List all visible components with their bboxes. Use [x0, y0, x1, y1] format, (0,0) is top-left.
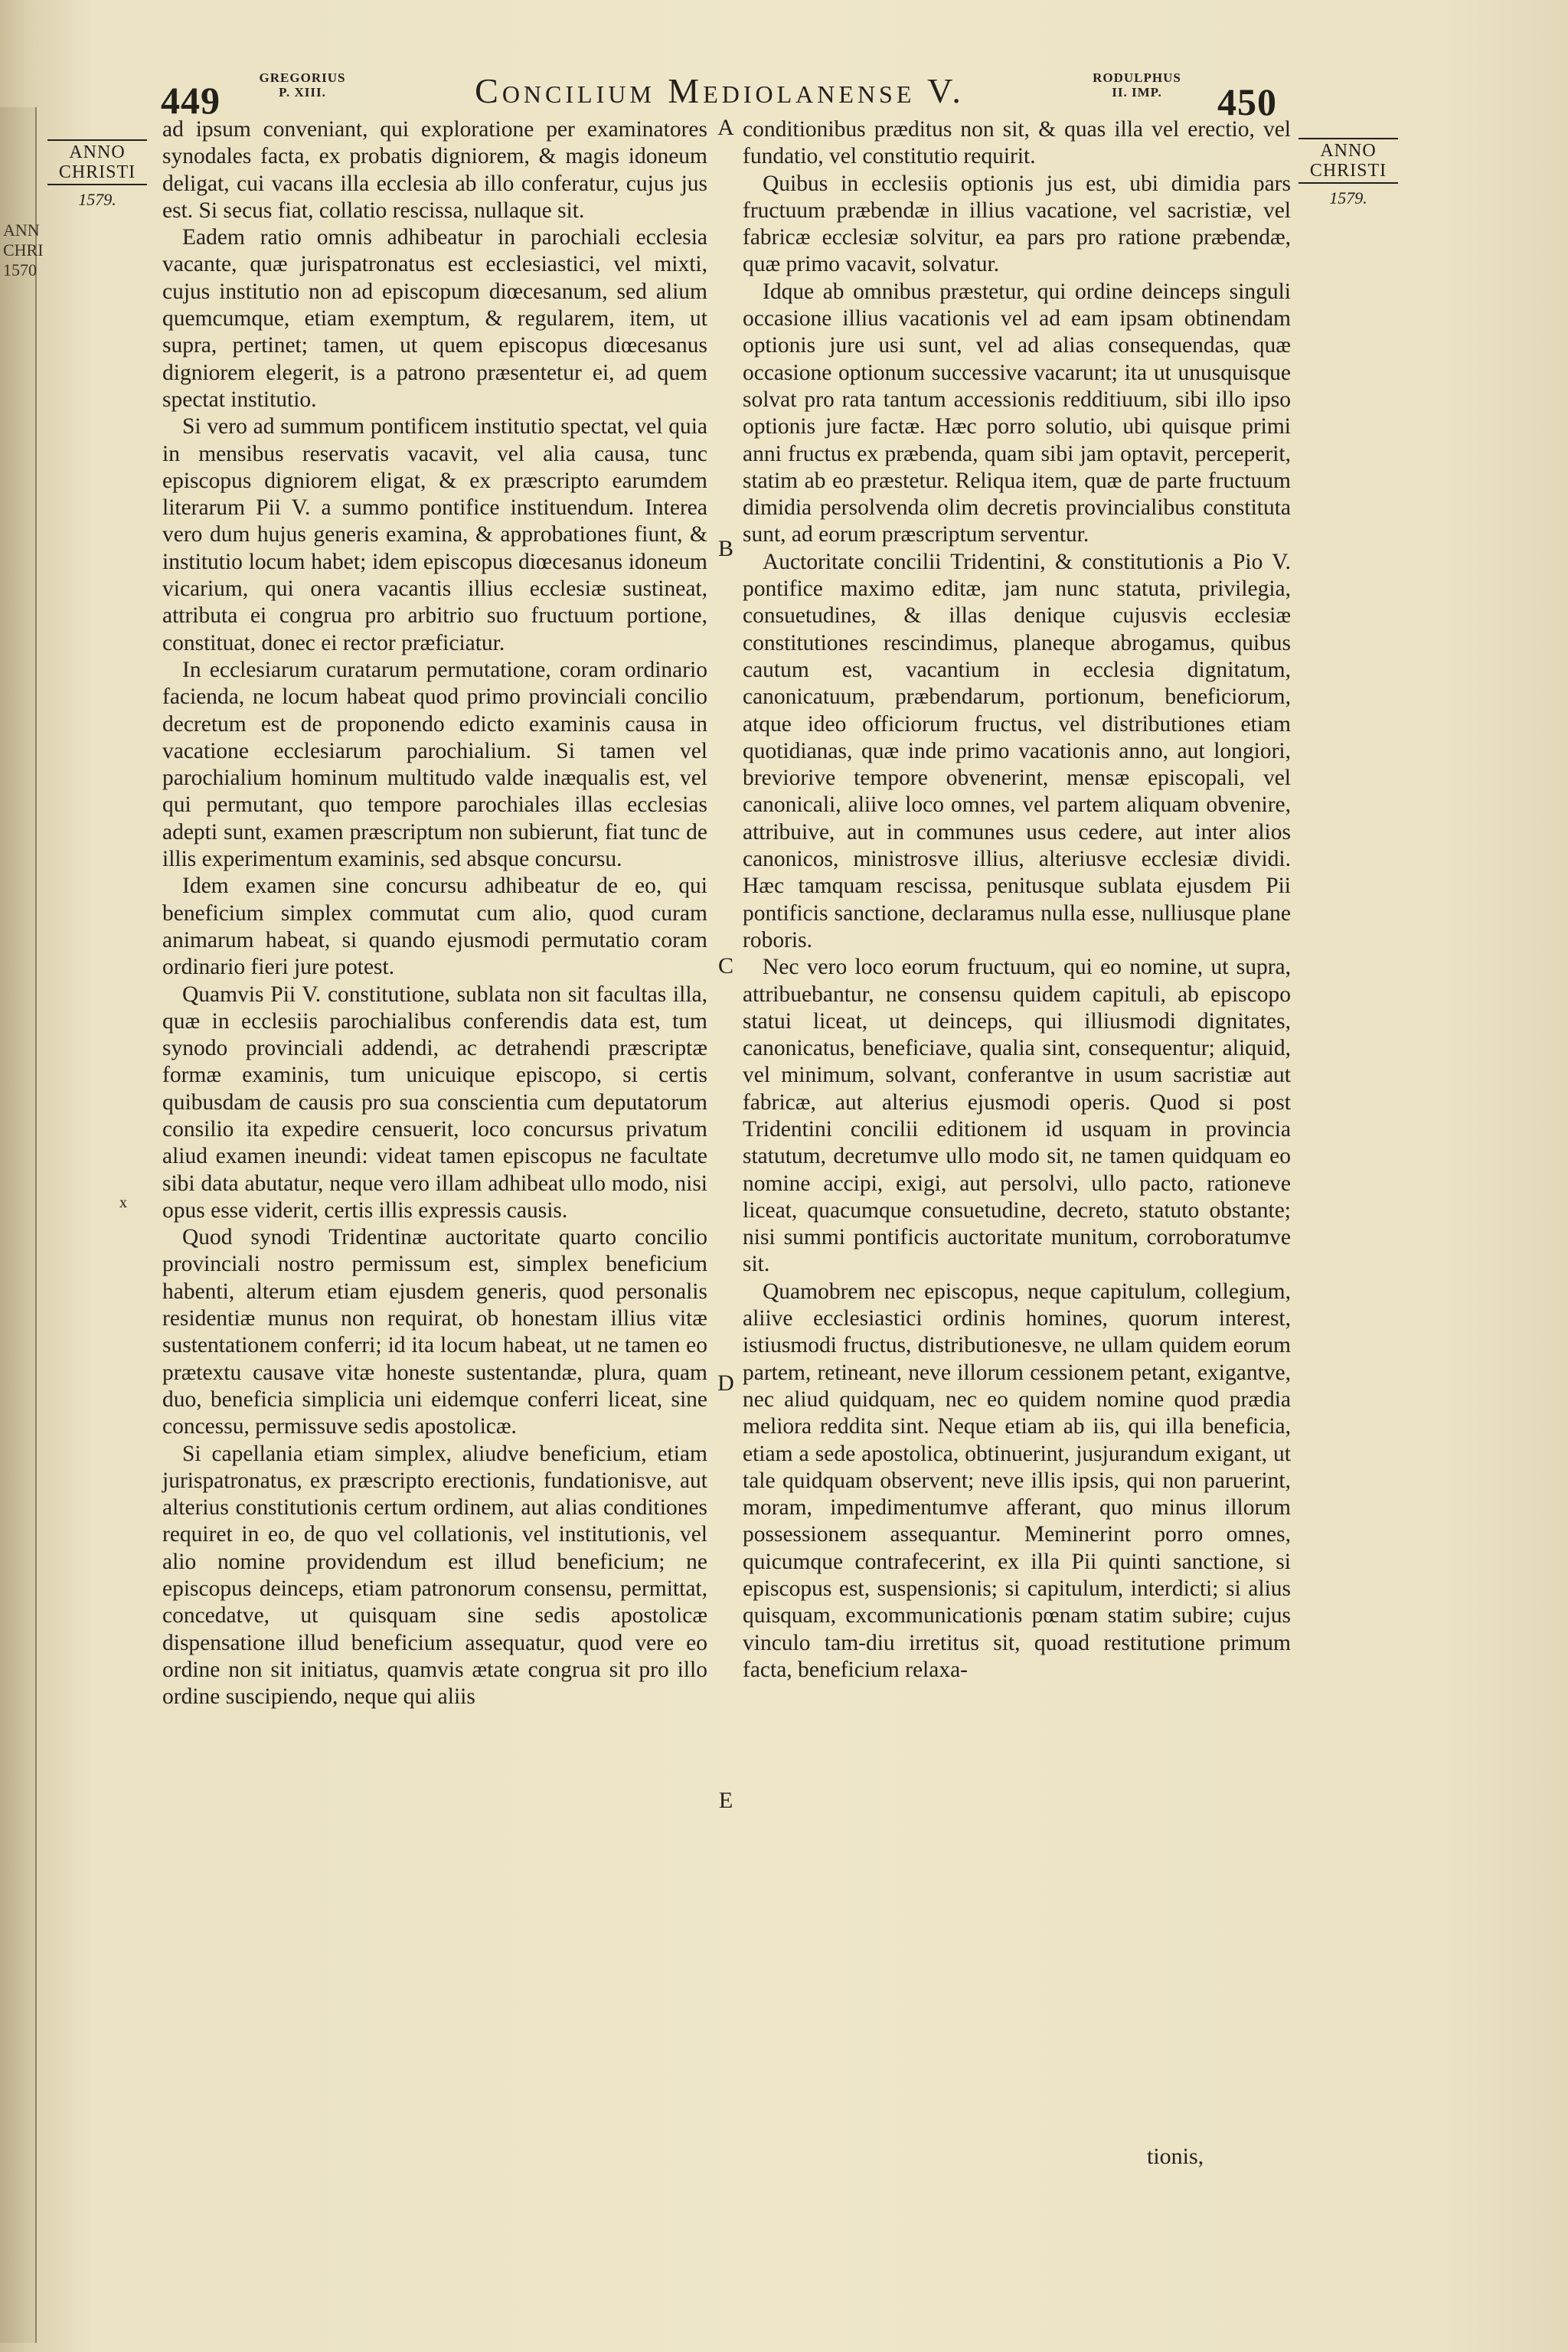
paragraph: conditionibus præditus non sit, & quas illa vel erectio, vel fundatio, vel constitutio requirit.	[743, 117, 1291, 169]
previous-page-fragment: ANN CHRI 1570	[3, 220, 44, 279]
paragraph: Idem examen sine concursu adhibeatur de eo, qui beneficium simplex commutat cum alio, quod curam animarum habeat, si quando ejusmodi permutatio coram ordinario fieri jure potest.	[162, 874, 707, 980]
paragraph: Auctoritate concilii Tridentini, & constitutionis a Pio V. pontifice maximo editæ, jam nunc statuta, privilegia, consuetudines, & illas denique cujusvis ecclesiæ constitutiones rescindimus, planeque abrogamus, quibus cautum est, vacantium in ecclesia dignitatum, canonicatuum, præbendarum, portionum, beneficiorum, atque ideo officiorum fructus, vel distributiones etiam quotidianas, quæ inde primo vacationis anno, aut longiori, breviorive tempore obvenerint, mensæ episcopali, vel canonicali, aliive loco omnes, vel partem aliquam obvenire, attribuive, aut in communes usus cedere, aut inter alios canonicos, ministrosve illius, alteriusve ecclesiæ dividi. Hæc tamquam rescissa, penitusque sublata ejusdem Pii pontificis sanctione, declaramus nulla esse, nulliusque plane roboris.	[743, 549, 1291, 952]
section-marker-e: E	[718, 1788, 733, 1813]
section-marker-d: D	[717, 1370, 734, 1396]
left-text-column	[162, 116, 707, 1711]
section-marker-c: C	[717, 953, 733, 978]
right-page-number: 450	[1217, 80, 1277, 123]
section-marker-a: A	[717, 115, 734, 140]
paragraph: ad ipsum conveniant, qui exploratione per examinatores synodales facta, ex probatis digniorem, & magis idoneum deligat, cui vacans illa ecclesia ab illo conferatur, cujus jus est. Si secus fiat, collatio rescissa, nullaque sit.	[162, 117, 707, 223]
left-anno-christi: ANNO CHRISTI	[47, 139, 147, 185]
paragraph: Si vero ad summum pontificem institutio spectat, vel quia in mensibus reservatis vacavit, vel alia causa, tunc episcopus digniorem eligat, & ex præscripto earumdem literarum Pii V. a summo pontifice instituendum. Interea vero dum hujus generis examina, & approbationes fiunt, & institutio locum habet; idem episcopus diœcesanus idoneum vicarium, qui onera vacantis illius ecclesiæ sustineat, attributa ei congrua pro arbitrio suo fructuum portione, constituat, donec ei rector præficiatur.	[162, 414, 707, 655]
section-marker-b: B	[717, 536, 733, 561]
catchword: tionis,	[1147, 2144, 1204, 2169]
previous-page-edge	[0, 107, 44, 2343]
paragraph: Idque ab omnibus præstetur, qui ordine deinceps singuli occasione illius vacationis vel ad eam ipsam obtinendam optionis jure usi sunt, vel ad alias consequendas, quæ occasione optionum successive vacarunt; ita ut unusquisque solvat pro rata tantum accessionis redditiuum, sibi illo ipso optionis jure factæ. Hæc porro solutio, ubi quisque primi anni fructus ex præbenda, quam sibi jam optavit, perceperit, statim ab eo præstetur. Reliqua item, quæ de parte fructuum dimidia persolvenda olim decretis provincialibus constituta sunt, ad eorum præscriptum serventur.	[743, 279, 1291, 547]
paragraph: In ecclesiarum curatarum permutatione, coram ordinario facienda, ne locum habeat quod primo provinciali concilio decretum est de proponendo edicto examinis causa in vacatione ecclesiarum parochialium. Si tamen vel parochialium hominum multitudo valde inæqualis est, vel qui permutant, quo tempore parochiales illas ecclesias adepti sunt, examen præscriptum non subierunt, fiat tunc de illis experimentum examinis, sed absque concursu.	[162, 657, 707, 872]
right-year: 1579.	[1329, 188, 1367, 207]
paragraph: Quamobrem nec episcopus, neque capitulum, collegium, aliive ecclesiastici ordinis homines, quorum interest, istiusmodi fructus, distributionesve, ne ullam quidem eorum partem, retineant, neve illorum cessionem petant, exigantve, nec aliud quidquam, nec eo quidem nomine quod prædia meliora reddita sint. Neque etiam ab iis, qui illa beneficia, etiam a sede apostolica, obtinuerint, jusjurandum exigant, ut tale quidquam observent; neve illis ipsis, qui non paruerint, moram, impedimentumve afferant, quo minus illorum possessionem assequantur. Meminerint porro omnes, quicumque contrafecerint, ex illa Pii quinti sanctione, si episcopus est, suspensionis; si capitulum, interdicti; si alius quisquam, excommunicationis pœnam statim subire; cujus vinculo tam-diu irretitus sit, quoad restitutione primum facta, beneficium relaxa-	[743, 1279, 1291, 1682]
right-running-head: RODULPHUS II. IMP.	[1093, 70, 1181, 100]
right-text-column	[743, 116, 1291, 1684]
paragraph: Nec vero loco eorum fructuum, qui eo nomine, ut supra, attribuebantur, ne consensu quidem capituli, ab episcopo statui liceat, ut deinceps, qui illiusmodi dignitates, canonicatus, beneficiave, qualia sint, consequentur; aliquid, vel minimum, solvant, conferantve in usum sacristiæ aut fabricæ, aut alterius ejusmodi operis. Quod si post Tridentini concilii editionem id usquam in provincia statutum, decretumve ullo modo sit, ne tamen quidquam eo nomine accipi, exigi, aut persolvi, ullo pacto, rationeve liceat, quacumque consuetudine, decreto, statuto obstante; nisi summi pontificis auctoritate munitum, corroboratumve sit.	[743, 955, 1291, 1277]
left-year: 1579.	[78, 190, 116, 209]
paragraph: Quod synodi Tridentinæ auctoritate quarto concilio provinciali nostro permissum est, simplex beneficium habenti, alterum etiam ejusdem generis, quod personalis residentiæ munus non requirat, ob honestam illius vitæ sustentationem conferri; id ita locum habeat, ut ne tamen eo prætextu causave vitæ honeste sustentandæ, plura, quam duo, beneficia simplicia uni eidemque conferri liceat, sine concessu, permissuve sedis apostolicæ.	[162, 1225, 707, 1439]
paragraph: Quibus in ecclesiis optionis jus est, ubi dimidia pars fructuum præbendæ in illius vacatione, vel sacristiæ, vel fabricæ ecclesiæ solvitur, ea pars pro ratione præbendæ, quæ primo vacavit, solvatur.	[743, 171, 1291, 277]
page-title: Concilium Mediolanense V.	[475, 71, 965, 110]
left-page-number: 449	[161, 79, 220, 122]
paragraph: Quamvis Pii V. constitutione, sublata non sit facultas illa, quæ in ecclesiis parochialibus conferendis data est, tum synodo provinciali addendi, ac detrahendi præscriptæ formæ examinis, tum unicuique episcopo, si certis quibusdam de causis pro sua conscientia cum deputatorum consilio ita expedire censuerit, loco concursus privatum aliud examen ineundi: videat tamen episcopus ne facultate sibi data abutatur, neque vero illam adhibeat ullo modo, nisi opus esse viderit, certis illis expressis causis.	[162, 982, 707, 1223]
paragraph: Eadem ratio omnis adhibeatur in parochiali ecclesia vacante, quæ jurispatronatus est ecclesiastici, vel mixti, cujus institutio non ad episcopum diœcesanum, sed alium quemcumque, etiam exemptum, & regularem, item, ut supra, pertinet; tamen, ut quem episcopus diœcesanus digniorem elegerit, is a patrono præsentetur ei, ad quem spectat institutio.	[162, 225, 707, 412]
paragraph: Si capellania etiam simplex, aliudve beneficium, etiam jurispatronatus, ex præscripto erectionis, fundationisve, aut alterius constitutionis certum ordinem, aut alias conditiones requiret in eo, de quo vel collationis, vel institutionis, vel alio nomine providendum est illud beneficium; ne episcopus deinceps, etiam patronorum consensu, permittat, concedatve, ut quisquam sine sedis apostolicæ dispensatione illud beneficium assequatur, quod vere eo ordine non sit initiatus, quamvis ætate congrua sit pro illo ordine suscipiendo, neque qui aliis	[162, 1441, 707, 1710]
margin-stray-mark: x	[119, 1194, 127, 1211]
left-margin-note	[47, 139, 147, 210]
right-margin-note	[1298, 138, 1398, 208]
page-header	[145, 70, 1294, 123]
left-running-head: GREGORIUS P. XIII.	[259, 70, 346, 100]
right-anno-christi: ANNO CHRISTI	[1298, 138, 1398, 184]
